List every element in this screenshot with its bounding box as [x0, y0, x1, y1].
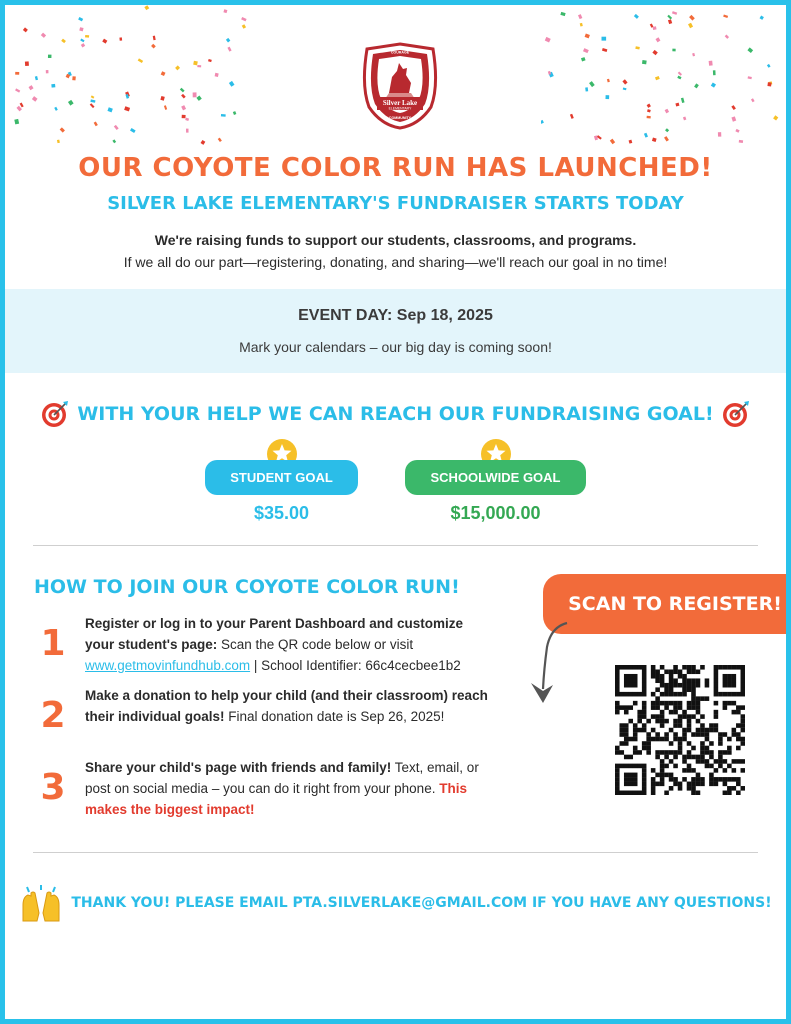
page-title: OUR COYOTE COLOR RUN HAS LAUNCHED!	[78, 153, 713, 183]
step-number: 3	[40, 767, 66, 808]
logo-text-name: Silver Lake	[382, 99, 418, 107]
student-goal-pill: STUDENT GOAL	[205, 460, 358, 495]
logo-text-sub: ELEMENTARY	[388, 106, 412, 111]
fundhub-link[interactable]: www.getmovinfundhub.com	[85, 658, 251, 673]
step-2-bold: Make a donation to help your child (and their classroom) reach their individual goals!	[85, 688, 488, 724]
step-1-identifier: | School Identifier: 66c4cecbee1b2	[250, 658, 461, 673]
qr-code-icon[interactable]	[615, 665, 745, 795]
step-number: 2	[40, 695, 66, 736]
step-number: 1	[40, 623, 66, 664]
logo-ring-bottom: COMMUNITY	[388, 116, 412, 120]
thank-you-text: THANK YOU! PLEASE EMAIL PTA.SILVERLAKE@GMAIL.COM IF YOU HAVE ANY QUESTIONS!	[71, 895, 772, 911]
step-1-body: Scan the QR code below or visit	[217, 637, 414, 652]
target-icon	[41, 400, 69, 428]
page-subtitle: SILVER LAKE ELEMENTARY'S FUNDRAISER STARTS TODAY	[107, 193, 684, 214]
step-3-bold: Share your child's page with friends and family!	[85, 760, 392, 775]
step-2-body: Final donation date is Sep 26, 2025!	[224, 709, 445, 724]
step-3-highlight: This makes the biggest impact!	[85, 781, 467, 817]
step-1-text	[85, 613, 495, 676]
confetti-left-icon	[10, 5, 250, 145]
step-3-body: Text, email, or post on social media – you can do it right from your phone.	[85, 760, 479, 796]
event-banner	[5, 289, 786, 373]
scan-to-register-tab: SCAN TO REGISTER!	[543, 574, 791, 634]
student-goal-amount: $35.00	[253, 503, 310, 523]
intro-bold-text: We're raising funds to support our students, classrooms, and programs.	[154, 232, 637, 248]
schoolwide-goal-pill: SCHOOLWIDE GOAL	[405, 460, 586, 495]
event-title: EVENT DAY: Sep 18, 2025	[298, 307, 493, 324]
how-to-join-heading: HOW TO JOIN OUR COYOTE COLOR RUN!	[34, 576, 460, 598]
curved-arrow-icon	[517, 617, 589, 707]
goal-heading-text: WITH YOUR HELP WE CAN REACH OUR FUNDRAISING GOAL!	[77, 403, 714, 425]
step-1-bold: Register or log in to your Parent Dashboard and customize your student's page:	[85, 616, 464, 652]
event-subtitle: Mark your calendars – our big day is coming soon!	[239, 339, 552, 355]
confetti-right-icon	[541, 5, 781, 145]
step-2-text	[85, 685, 495, 727]
school-crest-logo	[359, 41, 441, 131]
target-icon	[722, 400, 750, 428]
step-3-text	[85, 757, 495, 820]
raised-hands-icon	[19, 883, 63, 923]
goal-heading	[5, 400, 786, 428]
section-divider	[33, 852, 758, 853]
section-divider	[33, 545, 758, 546]
intro-text: If we all do our part—registering, donating, and sharing—we'll reach our goal in no time!	[123, 254, 668, 270]
thank-you-footer	[5, 883, 786, 923]
schoolwide-goal-amount: $15,000.00	[450, 503, 541, 523]
logo-ring-top: COURAGE	[390, 50, 410, 55]
